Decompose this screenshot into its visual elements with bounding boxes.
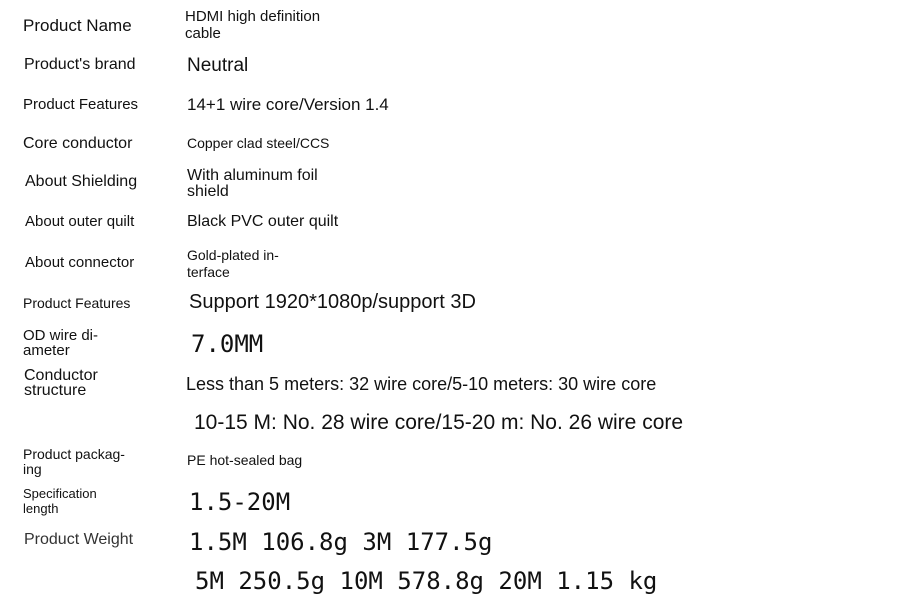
od-value: 7.0MM	[191, 330, 264, 358]
product-name-value-line1: HDMI high definition	[185, 8, 321, 25]
packaging-value: PE hot-sealed bag	[187, 452, 303, 468]
packaging-label-line2: ing	[23, 461, 42, 477]
od-label-line2: ameter	[23, 342, 70, 359]
conductor-structure-label-line1: Conductor	[24, 367, 98, 384]
spec-length-label-line1: Specification	[23, 486, 97, 501]
core-conductor-label: Core conductor	[23, 135, 133, 152]
conductor-structure-label-line2: structure	[24, 382, 87, 399]
spec-length-label-line2: length	[23, 501, 59, 516]
shielding-value-line1: With aluminum foil	[187, 167, 318, 184]
connector-label: About connector	[25, 254, 135, 271]
conductor-structure-value-line1: Less than 5 meters: 32 wire core/5-10 meters: 30 wire core	[186, 374, 657, 394]
shielding-value-line2: shield	[187, 183, 229, 200]
connector-value-line1: Gold-plated in-	[187, 247, 279, 263]
brand-value: Neutral	[187, 55, 249, 76]
weight-label: Product Weight	[24, 531, 134, 548]
od-label-line1: OD wire di-	[23, 327, 99, 344]
product-name-value-line2: cable	[185, 25, 221, 42]
weight-value-line1: 1.5M 106.8g 3M 177.5g	[189, 528, 493, 556]
product-name-label: Product Name	[23, 16, 132, 35]
conductor-structure-value-line2: 10-15 M: No. 28 wire core/15-20 m: No. 26 wire core	[194, 411, 684, 434]
outer-quilt-value: Black PVC outer quilt	[187, 213, 339, 230]
features-1-label: Product Features	[23, 96, 139, 113]
brand-label: Product's brand	[24, 56, 136, 73]
spec-length-value: 1.5-20M	[189, 488, 291, 516]
packaging-label-line1: Product packag-	[23, 446, 125, 462]
features-2-label: Product Features	[23, 295, 131, 311]
shielding-label: About Shielding	[25, 173, 138, 190]
core-conductor-value: Copper clad steel/CCS	[187, 135, 330, 151]
features-1-value: 14+1 wire core/Version 1.4	[187, 95, 389, 114]
features-2-value: Support 1920*1080p/support 3D	[189, 291, 476, 313]
weight-value-line2: 5M 250.5g 10M 578.8g 20M 1.15 kg	[195, 567, 658, 595]
outer-quilt-label: About outer quilt	[25, 213, 135, 230]
connector-value-line2: terface	[187, 264, 230, 280]
